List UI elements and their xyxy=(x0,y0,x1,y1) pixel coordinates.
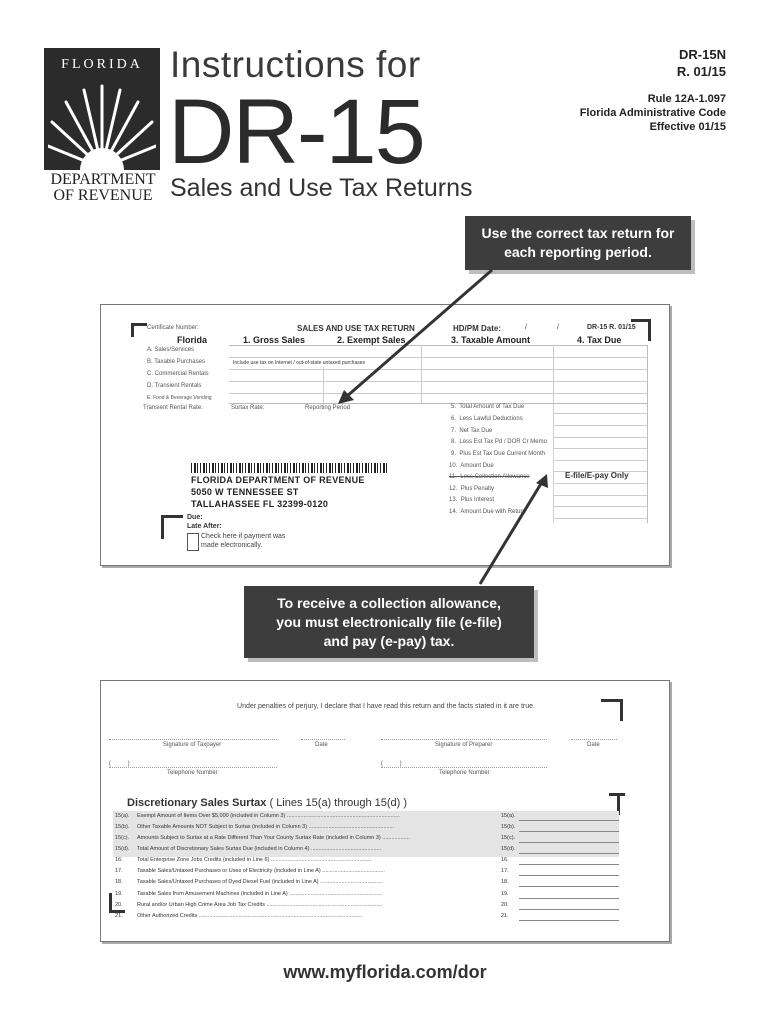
corner-bracket-tl xyxy=(131,323,147,337)
surtax-row-15d: 15(d). Total Amount of Discretionary Sales Surtax Due (included in Column 4) .............................................. 15(d). xyxy=(115,846,621,856)
line-9: 9. Plus Est Tax Due Current Month xyxy=(451,451,545,457)
late-after-label: Late After: xyxy=(187,523,222,530)
row-e-label: E. Food & Beverage Vending xyxy=(147,395,212,401)
grid-line xyxy=(553,345,554,523)
row-c-label: C. Commercial Rentals xyxy=(147,371,209,377)
line-8: 8. Less Est Tax Pd / DOR Cr Memo xyxy=(451,439,547,445)
grid-line xyxy=(553,495,647,496)
line-14: 14. Amount Due with Return xyxy=(449,509,526,515)
phone-line-2 xyxy=(381,767,547,768)
logo-florida-text: FLORIDA xyxy=(61,57,143,72)
phone-paren-1: ( ) xyxy=(109,761,130,767)
callout2-line2: you must electronically file (e-file) xyxy=(276,613,502,630)
surtax-rate-label: Surtax Rate: xyxy=(231,405,265,411)
effective-date: Effective 01/15 xyxy=(649,121,726,133)
row-a-label: A. Sales/Services xyxy=(147,347,195,353)
sig-preparer-label: Signature of Preparer xyxy=(435,742,493,748)
column-tax-due: 4. Tax Due xyxy=(577,335,622,345)
logo-dept-line1: DEPARTMENT xyxy=(50,171,156,188)
column-exempt-sales: 2. Exempt Sales xyxy=(337,335,406,345)
preparer-line xyxy=(381,739,547,740)
answer-line xyxy=(519,875,619,876)
reporting-period-label: Reporting Period xyxy=(305,405,351,411)
title-instructions: Instructions for xyxy=(170,44,421,85)
form-revision-block xyxy=(580,46,726,134)
form-rev: R. 01/15 xyxy=(676,64,726,79)
answer-line xyxy=(519,842,619,843)
form-heading: SALES AND USE TAX RETURN xyxy=(297,324,415,333)
corner-bracket-bl xyxy=(161,515,183,539)
surtax-row-16: 16. Total Enterprise Zone Jobs Credits (included in Line 6) .................................................................. 16. xyxy=(115,857,621,867)
surtax-row-21: 21. Other Authorized Credits ........................................................................................................... 21. xyxy=(115,913,621,923)
surtax-row-17: 17. Taxable Sales/Untaxed Purchases or Uses of Electricity (included in Line A) ......................................... 17. xyxy=(115,868,621,878)
date-slash-2: / xyxy=(557,324,559,331)
line-13: 13. Plus Interest xyxy=(449,497,495,503)
signature-line xyxy=(109,739,277,740)
sunburst-icon xyxy=(48,80,156,170)
grid-line xyxy=(229,345,647,346)
postal-barcode xyxy=(191,463,387,473)
grid-line xyxy=(647,345,648,523)
grid-line xyxy=(553,425,647,426)
efile-only-label: E-file/E-pay Only xyxy=(565,471,629,480)
grid-line xyxy=(229,369,647,370)
return-form-preview xyxy=(100,304,670,566)
line-11: 11. Less Collection Allowance xyxy=(449,474,530,480)
phone-line-1 xyxy=(109,767,277,768)
address-line1: FLORIDA DEPARTMENT OF REVENUE xyxy=(191,475,365,485)
perjury-statement: Under penalties of perjury, I declare that I have read this return and the facts stated in it are true. xyxy=(237,703,535,710)
logo-box xyxy=(44,48,160,170)
callout-collection-allowance xyxy=(244,586,534,658)
row-b-label: B. Taxable Purchases xyxy=(147,359,205,365)
title-subtitle: Sales and Use Tax Returns xyxy=(170,174,473,202)
logo-department-text xyxy=(42,172,164,204)
surtax-row-19: 19. Taxable Sales from Amusement Machines (included in Line A) ............................................................. 19. xyxy=(115,891,621,901)
answer-line xyxy=(519,853,619,854)
grid-line xyxy=(553,460,647,461)
grid-line xyxy=(323,367,324,403)
grid-line xyxy=(229,381,647,382)
surtax-row-18: 18. Taxable Sales/Untaxed Purchases of Dyed Diesel Fuel (included in Line A) ......................................... 18. xyxy=(115,879,621,889)
logo-dept-line2: OF REVENUE xyxy=(53,187,153,204)
date-line xyxy=(301,739,345,740)
address-line3: TALLAHASSEE FL 32399-0120 xyxy=(191,499,329,509)
answer-line xyxy=(519,909,619,910)
florida-dor-logo xyxy=(44,48,160,204)
rule-number: Rule 12A-1.097 xyxy=(647,93,726,105)
callout1-line1: Use the correct tax return for xyxy=(481,225,675,241)
surtax-row-15a: 15(a). Exempt Amount of Items Over $5,000 (included in Column 3) .......................................................................... 15(a). xyxy=(115,813,621,823)
footer-url[interactable]: www.myflorida.com/dor xyxy=(283,962,487,982)
answer-line xyxy=(519,831,619,832)
check-text-line2: made electronically. xyxy=(201,542,263,549)
callout1-line2: each reporting period. xyxy=(504,244,652,260)
answer-line xyxy=(519,820,619,821)
phone-label-2: Telephone Number xyxy=(439,770,490,776)
state-label: Florida xyxy=(177,335,208,345)
grid-line xyxy=(229,393,647,394)
line-12: 12. Plus Penalty xyxy=(449,486,495,492)
callout2-line3: and pay (e-pay) tax. xyxy=(323,632,455,649)
callout2-line1: To receive a collection allowance, xyxy=(277,594,501,611)
form-rev-small: DR-15 R. 01/15 xyxy=(587,324,636,331)
column-taxable-amount: 3. Taxable Amount xyxy=(451,335,531,345)
cert-number-label: Certificate Number: xyxy=(147,325,199,331)
grid-line xyxy=(553,437,647,438)
grid-line xyxy=(229,357,647,358)
phone-paren-2: ( ) xyxy=(381,761,402,767)
line-5: 5. Total Amount of Tax Due xyxy=(451,404,525,410)
admin-code: Florida Administrative Code xyxy=(579,107,726,119)
surtax-title-text: Discretionary Sales Surtax xyxy=(127,797,267,809)
sig-taxpayer-label: Signature of Taxpayer xyxy=(163,742,222,748)
date-label-2: Date xyxy=(587,742,600,748)
include-use-tax-note: Include use tax on Internet / out-of-state untaxed purchases xyxy=(233,360,366,366)
grid-line xyxy=(553,483,647,484)
row-d-label: D. Transient Rentals xyxy=(147,383,202,389)
callout-correct-return xyxy=(465,216,691,270)
grid-line xyxy=(553,518,647,519)
surtax-row-15c: 15(c). Amounts Subject to Surtax at a Rate Different Than Your County Surtax Rate (included in Column 3) .................. 15(c). xyxy=(115,835,621,845)
surtax-section-title xyxy=(127,797,407,809)
answer-line xyxy=(519,864,619,865)
rule-text xyxy=(580,92,726,134)
electronic-payment-checkbox[interactable] xyxy=(187,533,199,551)
grid-line xyxy=(553,448,647,449)
grid-line xyxy=(229,403,647,404)
answer-line xyxy=(519,920,619,921)
transient-rate-label: Transient Rental Rate: xyxy=(143,405,203,411)
line-7: 7. Net Tax Due xyxy=(451,428,493,434)
date-slash-1: / xyxy=(525,324,527,331)
answer-line xyxy=(519,886,619,887)
date-label-1: Date xyxy=(315,742,328,748)
grid-line xyxy=(421,345,422,403)
answer-line xyxy=(519,898,619,899)
grid-line xyxy=(553,506,647,507)
hd-pm-date-label: HD/PM Date: xyxy=(453,324,502,333)
date-line xyxy=(571,739,617,740)
return-form-back-preview xyxy=(100,680,670,942)
surtax-row-20: 20. Rural and/or Urban High Crime Area Job Tax Credits ............................................................................ 20. xyxy=(115,902,621,912)
due-label: Due: xyxy=(187,514,203,521)
form-id: DR-15N xyxy=(679,47,726,62)
grid-line xyxy=(553,413,647,414)
line-6: 6. Less Lawful Deductions xyxy=(451,416,523,422)
check-text-line1: Check here if payment was xyxy=(201,533,286,540)
title-form-number: DR-15 xyxy=(168,81,424,183)
address-line2: 5050 W TENNESSEE ST xyxy=(191,487,299,497)
surtax-row-15b: 15(b). Other Taxable Amounts NOT Subject to Surtax (included in Column 3) ........................................................ 15(b). xyxy=(115,824,621,834)
column-gross-sales: 1. Gross Sales xyxy=(243,335,306,345)
surtax-lines-text: ( Lines 15(a) through 15(d) ) xyxy=(269,797,408,809)
line-10: 10. Amount Due xyxy=(449,463,494,469)
phone-label-1: Telephone Number xyxy=(167,770,218,776)
